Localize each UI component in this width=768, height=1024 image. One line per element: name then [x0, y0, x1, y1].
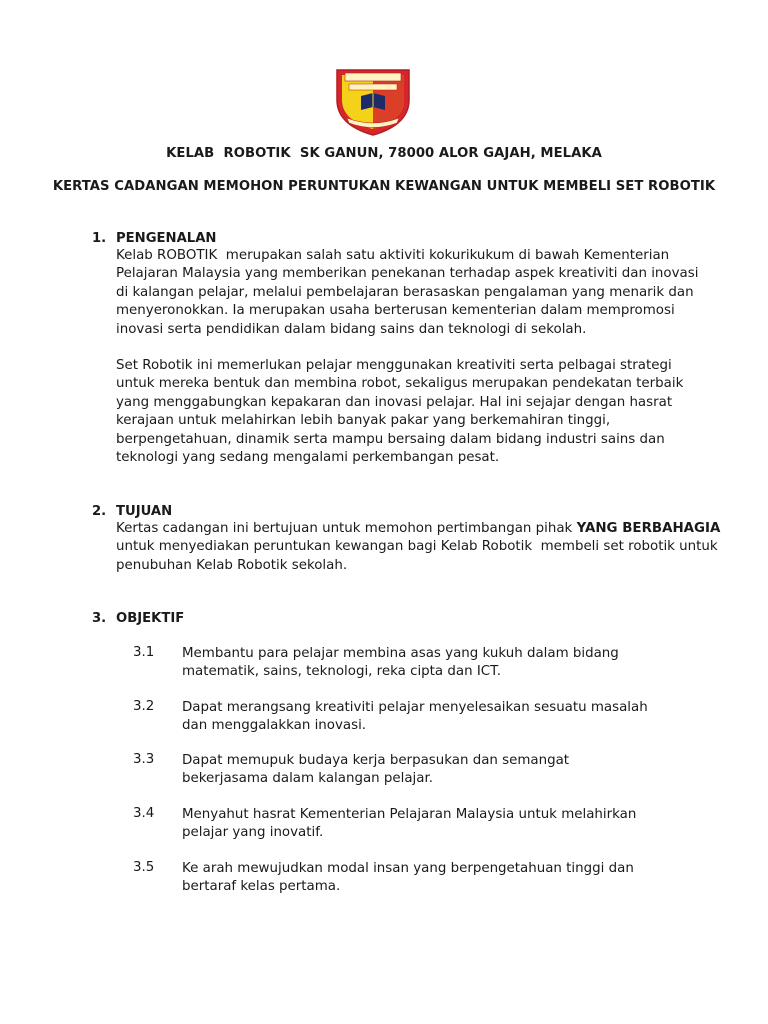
- text-line: Pelajaran Malaysia yang memberikan penekanan terhadap aspek kreativiti dan inovasi: [116, 266, 699, 282]
- objective-text: [182, 752, 652, 789]
- club-heading: KELAB ROBOTIK SK GANUN, 78000 ALOR GAJAH, MELAKA: [166, 146, 602, 161]
- section-title-intro: PENGENALAN: [116, 231, 217, 246]
- text-line: menyeronokkan. Ia merupakan usaha berterusan kementerian dalam mempromosi: [116, 303, 675, 319]
- school-crest-icon: [333, 66, 413, 136]
- section-title-objectives: OBJEKTIF: [116, 611, 185, 626]
- text-run: Kertas cadangan ini bertujuan untuk memohon pertimbangan pihak: [116, 521, 577, 536]
- bold-text: YANG BERBAHAGIA: [576, 521, 721, 536]
- text-line: Dapat merangsang kreativiti pelajar menyelesaikan sesuatu masalah: [182, 700, 648, 715]
- text-line: Set Robotik ini memerlukan pelajar menggunakan kreativiti serta pelbagai strategi: [116, 358, 672, 373]
- text-line: pelajar yang inovatif.: [182, 825, 324, 841]
- text-line: Kelab ROBOTIK merupakan salah satu aktiviti kokurikukum di bawah Kementerian: [116, 248, 670, 263]
- intro-paragraph-1: [116, 247, 699, 339]
- text-line: matematik, sains, teknologi, reka cipta dan ICT.: [182, 664, 501, 680]
- intro-paragraph-2: [116, 357, 684, 467]
- section-title-purpose: TUJUAN: [116, 504, 173, 519]
- section-number: 3.: [92, 611, 107, 626]
- objective-text: [182, 806, 652, 843]
- objective-number: 3.4: [133, 806, 155, 821]
- text-line: Dapat memupuk budaya kerja berpasukan dan semangat: [182, 753, 570, 768]
- text-line: Menyahut hasrat Kementerian Pelajaran Malaysia untuk melahirkan: [182, 807, 637, 822]
- text-line: Membantu para pelajar membina asas yang kukuh dalam bidang: [182, 646, 619, 661]
- section-number: 1.: [92, 231, 107, 246]
- text-line: bertaraf kelas pertama.: [182, 879, 341, 895]
- text-line: kerajaan untuk melahirkan lebih banyak pakar yang berkemahiran tinggi,: [116, 413, 611, 429]
- objective-number: 3.2: [133, 699, 155, 714]
- text-line: Ke arah mewujudkan modal insan yang berpengetahuan tinggi dan: [182, 861, 634, 876]
- objective-text: [182, 860, 652, 897]
- text-line: dan menggalakkan inovasi.: [182, 718, 367, 734]
- objective-number: 3.1: [133, 645, 155, 660]
- objective-number: 3.3: [133, 752, 155, 767]
- text-line: bekerjasama dalam kalangan pelajar.: [182, 771, 434, 787]
- section-number: 2.: [92, 504, 107, 519]
- text-line: inovasi serta pendidikan dalam bidang sains dan teknologi di sekolah.: [116, 321, 587, 337]
- objective-text: [182, 645, 652, 682]
- text-line: berpengetahuan, dinamik serta mampu bersaing dalam bidang industri sains dan: [116, 431, 665, 447]
- text-line: untuk mereka bentuk dan membina robot, sekaligus merupakan pendekatan terbaik: [116, 376, 684, 392]
- objective-text: [182, 699, 652, 736]
- text-line: untuk menyediakan peruntukan kewangan bagi Kelab Robotik membeli set robotik untuk: [116, 539, 718, 555]
- text-line: teknologi yang sedang mengalami perkembangan pesat.: [116, 450, 500, 466]
- text-line: [116, 520, 721, 538]
- text-line: penubuhan Kelab Robotik sekolah.: [116, 557, 348, 573]
- text-line: yang menggabungkan kepakaran dan inovasi pelajar. Hal ini sejajar dengan hasrat: [116, 394, 673, 410]
- proposal-title: KERTAS CADANGAN MEMOHON PERUNTUKAN KEWANGAN UNTUK MEMBELI SET ROBOTIK: [52, 179, 716, 194]
- objective-number: 3.5: [133, 860, 155, 875]
- text-line: di kalangan pelajar, melalui pembelajaran berasaskan pengalaman yang menarik dan: [116, 284, 694, 300]
- purpose-paragraph: [116, 520, 721, 575]
